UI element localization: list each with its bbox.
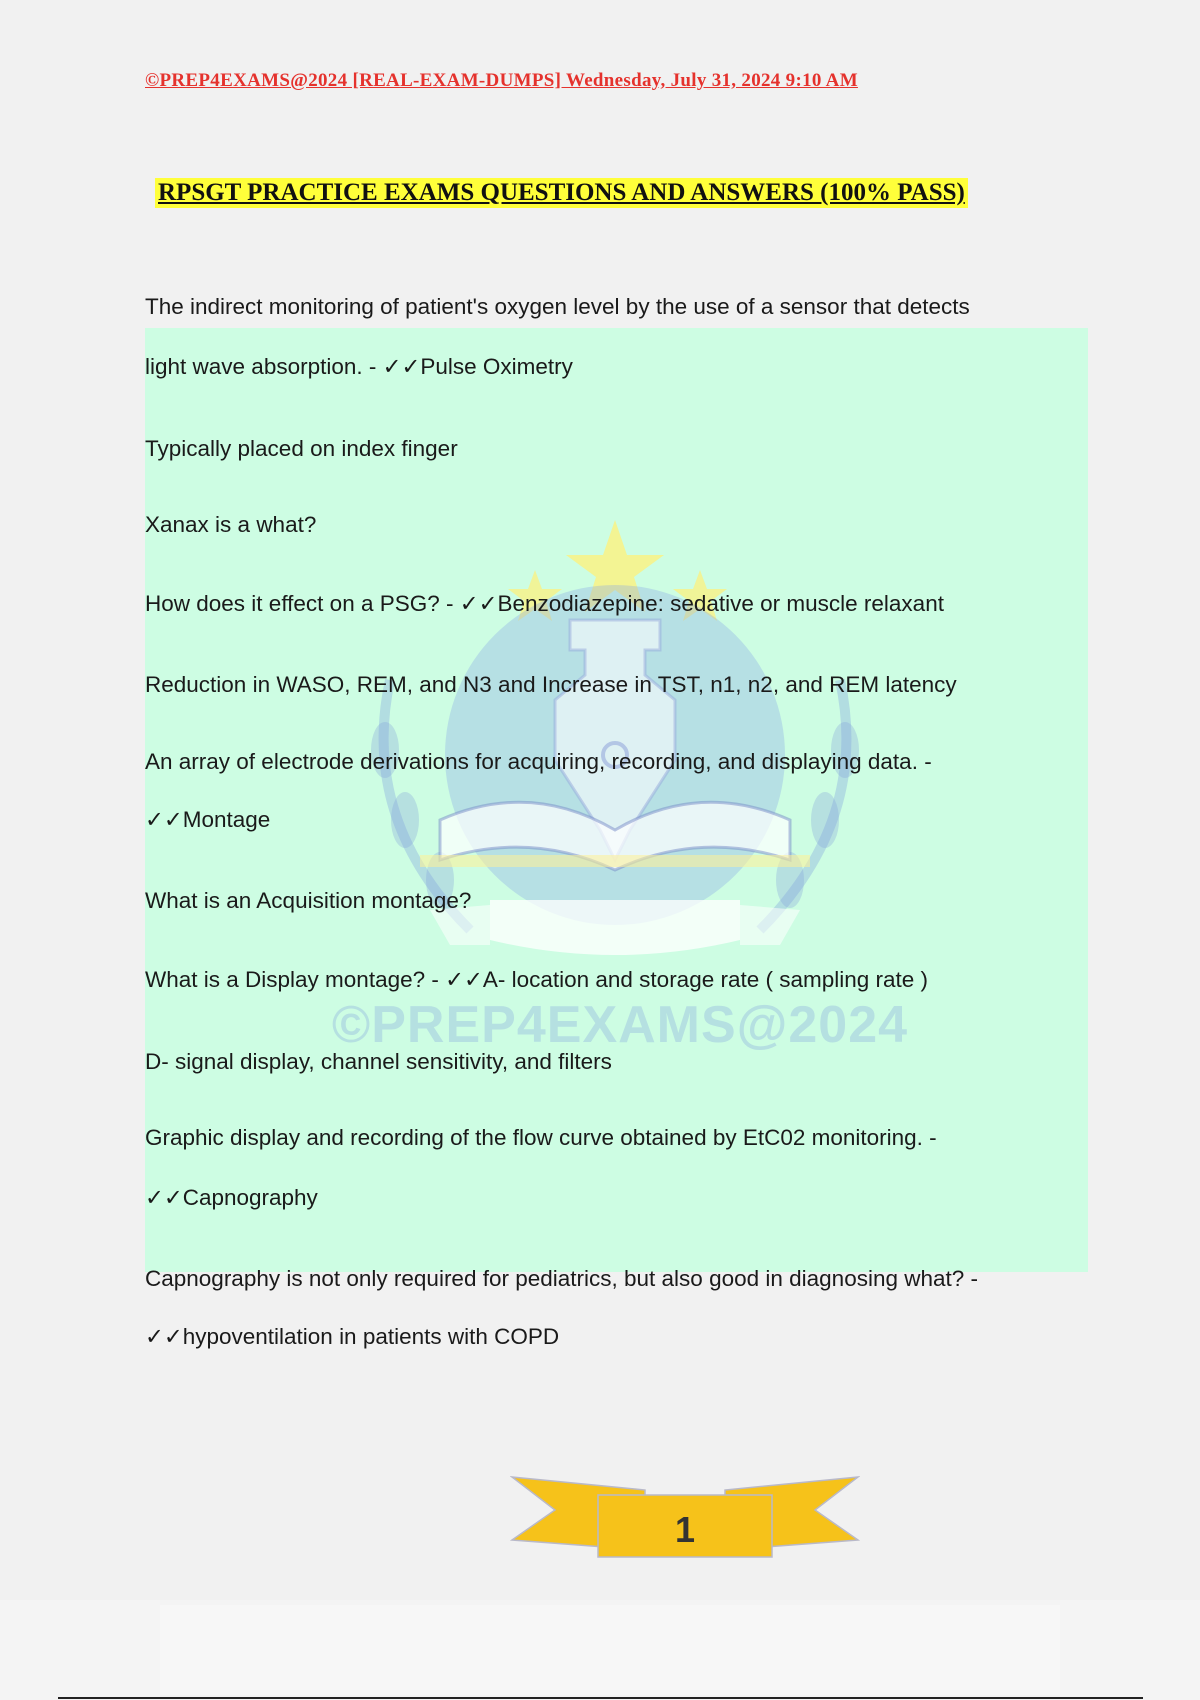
document-title: RPSGT PRACTICE EXAMS QUESTIONS AND ANSWERS (100% PASS) (155, 178, 968, 208)
bottom-divider (58, 1697, 1143, 1699)
watermark-text: ©PREP4EXAMS@2024 (331, 996, 909, 1054)
content-line: light wave absorption. - ✓✓Pulse Oximetry (145, 354, 573, 379)
page-number-ribbon (510, 1475, 860, 1565)
page-number: 1 (674, 1509, 696, 1550)
content-line: Typically placed on index finger (145, 436, 458, 461)
header-timestamp: ©PREP4EXAMS@2024 [REAL-EXAM-DUMPS] Wednesday, July 31, 2024 9:10 AM (145, 70, 858, 91)
content-line: Xanax is a what? (145, 512, 317, 537)
content-line: ✓✓Capnography (145, 1185, 318, 1210)
content-line: Graphic display and recording of the flow curve obtained by EtC02 monitoring. - (145, 1125, 937, 1150)
content-line: ✓✓hypoventilation in patients with COPD (145, 1324, 560, 1349)
content-line: Reduction in WASO, REM, and N3 and Increase in TST, n1, n2, and REM latency (145, 672, 957, 697)
content-line: The indirect monitoring of patient's oxygen level by the use of a sensor that detects (145, 294, 970, 319)
content-line: An array of electrode derivations for acquiring, recording, and displaying data. - (145, 749, 932, 774)
content-line: ✓✓Montage (145, 807, 271, 832)
footer-band (160, 1605, 1060, 1695)
content-line: D- signal display, channel sensitivity, and filters (145, 1049, 612, 1074)
content-line: What is a Display montage? - ✓✓A- location and storage rate ( sampling rate ) (145, 967, 929, 992)
content-line: How does it effect on a PSG? - ✓✓Benzodiazepine: sedative or muscle relaxant (145, 591, 944, 616)
content-line: What is an Acquisition montage? (145, 888, 472, 913)
content-line: Capnography is not only required for pediatrics, but also good in diagnosing what? - (145, 1266, 979, 1291)
